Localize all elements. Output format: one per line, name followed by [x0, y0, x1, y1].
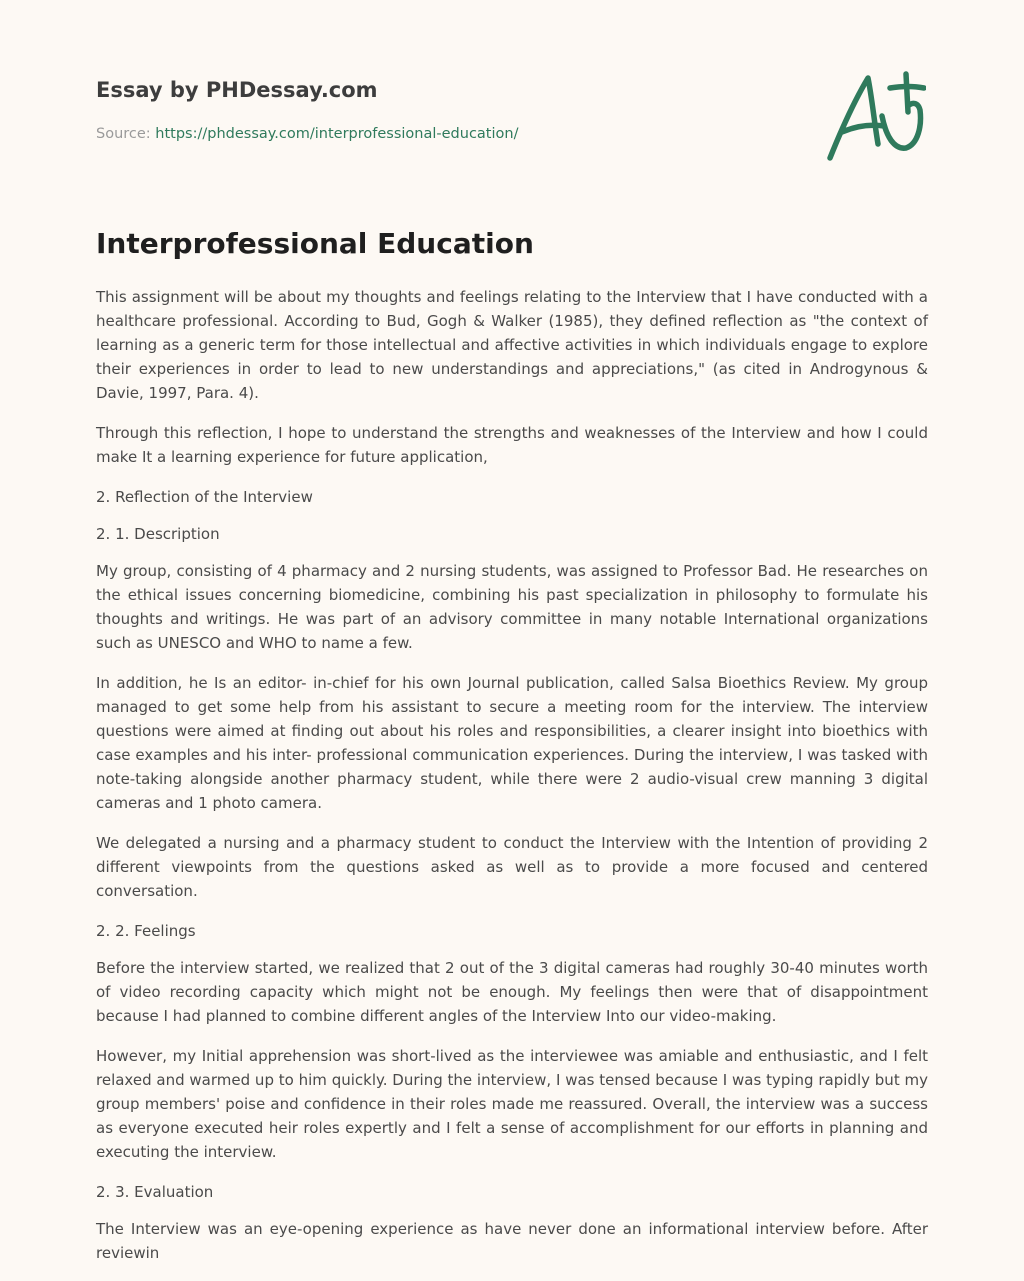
section-heading: 2. Reflection of the Interview	[96, 488, 313, 506]
paragraph: This assignment will be about my thoughts and feelings relating to the Interview that I have conducted with a healthcare professional. According to Bud, Gogh & Walker (1985), they defined reflection as "the context of learning as a generic term for those intellectual and affective activities in which individuals engage to explore their experiences in order to lead to new understandings and appreciations," (as cited in Androgynous & Davie, 1997, Para. 4).	[96, 288, 928, 402]
brand-title: Essay by PHDessay.com	[96, 78, 378, 102]
paragraph: We delegated a nursing and a pharmacy student to conduct the Interview with the Intention of providing 2 different viewpoints from the questions asked as well as to provide a more focused and centered conversation.	[96, 834, 928, 900]
paragraph: My group, consisting of 4 pharmacy and 2 nursing students, was assigned to Professor Bad. He researches on the ethical issues concerning biomedicine, combining his past specialization in philosophy to formulate his thoughts and writings. He was part of an advisory committee in many notable International organizations such as UNESCO and WHO to name a few.	[96, 562, 928, 652]
paragraph: Before the interview started, we realized that 2 out of the 3 digital cameras had roughly 30-40 minutes worth of video recording capacity which might not be enough. My feelings then were that of disappointment because I had planned to combine different angles of the Interview Into our video-making.	[96, 959, 928, 1025]
source-line	[96, 124, 928, 144]
section-heading: 2. 2. Feelings	[96, 922, 196, 940]
essay-header	[96, 76, 928, 144]
a-plus-logo-icon	[822, 68, 926, 164]
paragraph: In addition, he Is an editor- in-chief for his own Journal publication, called Salsa Bioethics Review. My group managed to get some help from his assistant to secure a meeting room for the interview. The interview questions were aimed at finding out about his roles and responsibilities, a clearer insight into bioethics with case examples and his inter- professional communication experiences. During the interview, I was tasked with note-taking alongside another pharmacy student, while there were 2 audio-visual crew manning 3 digital cameras and 1 photo camera.	[96, 674, 928, 812]
section-heading: 2. 1. Description	[96, 525, 220, 543]
section-heading: 2. 3. Evaluation	[96, 1183, 214, 1201]
source-link[interactable]: https://phdessay.com/interprofessional-education/	[155, 126, 519, 142]
paragraph: Through this reflection, I hope to understand the strengths and weaknesses of the Interview and how I could make It a learning experience for future application,	[96, 424, 928, 466]
paragraph: The Interview was an eye-opening experience as have never done an informational interview before. After reviewin	[96, 1220, 928, 1262]
essay-title: Interprofessional Education	[96, 227, 534, 260]
source-label: Source:	[96, 126, 156, 142]
essay-body	[96, 285, 928, 1281]
paragraph: However, my Initial apprehension was short-lived as the interviewee was amiable and enthusiastic, and I felt relaxed and warmed up to him quickly. During the interview, I was tensed because I was typing rapidly but my group members' poise and confidence in their roles made me reassured. Overall, the interview was a success as everyone executed heir roles expertly and I felt a sense of accomplishment for our efforts in planning and executing the interview.	[96, 1047, 928, 1161]
